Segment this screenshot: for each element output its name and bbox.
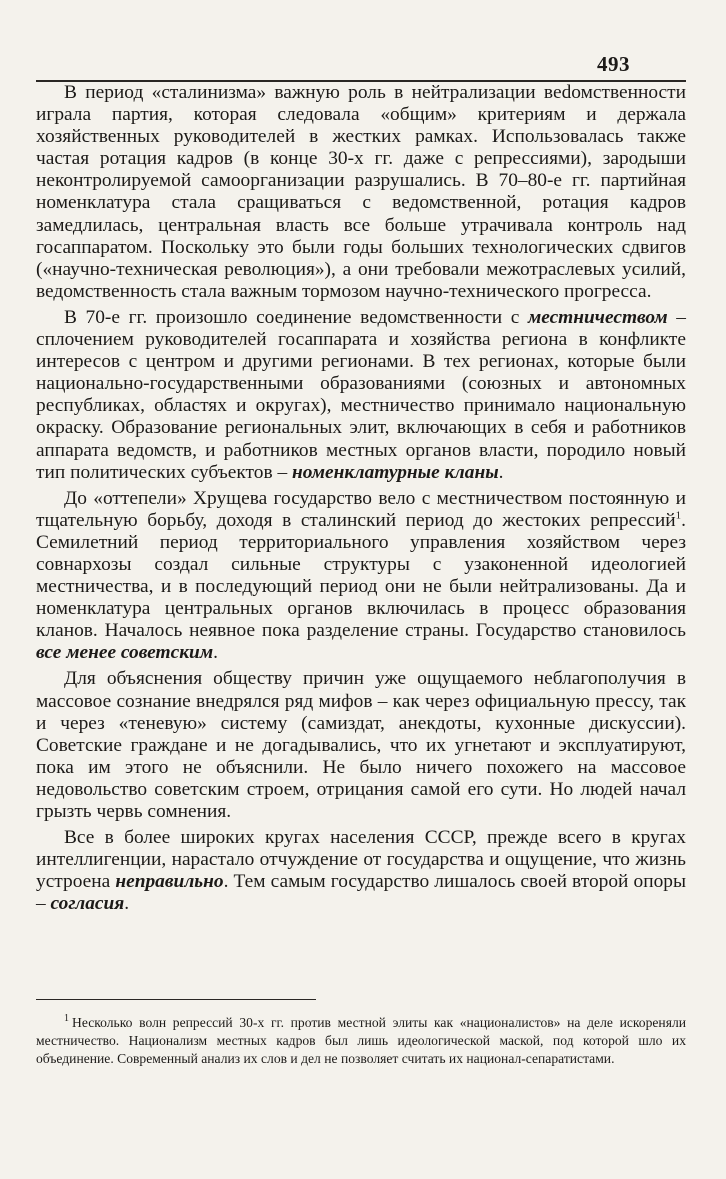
paragraph-2-text-end: .: [498, 461, 504, 483]
paragraph-2: [36, 307, 686, 484]
term-mestnichestvo: местничеством: [527, 306, 668, 328]
footnote-mark: 1: [64, 1013, 69, 1025]
paragraph-2-text-middle: – сплочением руководителей госаппарата и хозяйства региона в конфликте интересов с центром и другими регионами. В тех регионах, которые были национально-государственными образованиями (союзных и автономных республиках, областях и округах), местничество принимало национальную окраску. Образование региональных элит, включающих в себя и работников аппарата ведомств, и работников местных органов власти, породило новый тип политических субъектов –: [36, 306, 686, 483]
paragraph-5: [36, 827, 686, 915]
main-text: [36, 82, 686, 919]
paragraph-3-text-end: .: [213, 642, 218, 664]
footnote: [36, 1014, 686, 1069]
paragraph-5-text-end: .: [124, 893, 130, 915]
paragraph-3-text-start: До «оттепели» Хрущева государство вело с местничеством постоянную и тщательную борьбу, доходя в сталинский период до жестоких репрессий: [36, 487, 686, 531]
paragraph-4: [36, 668, 686, 823]
term-less-soviet: все менее советским: [36, 642, 214, 664]
footnote-rule: [36, 999, 316, 1000]
term-consent: согласия: [50, 893, 125, 915]
paragraph-4-text: Для объяснения обществу причин уже ощущаемого неблагополучия в массовое сознание внедрялся ряд мифов – как через официальную прессу, так и через «теневую» систему (самиздат, анекдоты, кухонные дискуссии). Советские граждане и не догадывались, что их угнетают и эксплуатируют, пока им этого не объяснили. Не было ничего похожего на массовое недовольство советским строем, отрицания самой его сути. Но людей начал грызть червь сомнения.: [36, 668, 686, 822]
page-number: 493: [597, 52, 630, 76]
paragraph-5-text-middle: . Тем самым государство лишалось своей второй опоры –: [36, 871, 686, 915]
paragraph-3-text-middle: . Семилетний период территориального управления хозяйством через совнархозы создал сильные структуры с узаконенной идеологией местничества, и в последующий период они не были нейтрализованы. Да и номенклатура центральных органов включилась в процесс образования кланов. Началось неявное пока разделение страны. Государство становилось: [36, 509, 686, 642]
paragraph-1: [36, 82, 686, 303]
paragraph-2-text-start: В 70-е гг. произошло соединение ведомственности с: [64, 306, 528, 328]
term-wrongly: неправильно: [115, 871, 224, 893]
term-nomenklatura-clans: номенклатурные кланы: [292, 461, 499, 483]
paragraph-1-text: В период «сталинизма» важную роль в нейтрализации веdомственности играла партия, которая следовала «общим» критериям и держала хозяйственных руководителей в жестких рамках. Использовалась также частая ротация кадров (в конце 30-х гг. даже с репрессиями), зародыши неконтролируемой самоорганизации разрушались. В 70–80-е гг. партийная номенклатура стала сращиваться с ведомственной, ротация кадров замедлилась, центральная власть все больше утрачивала контроль над госаппаратом. Поскольку это были годы больших технологических сдвигов («научно-техническая революция»), а они требовали межотраслевых усилий, ведомственность стала важным тормозом научно-технического прогресса.: [36, 82, 686, 302]
footnote-reference[interactable]: 1: [675, 509, 682, 522]
paragraph-3: [36, 488, 686, 665]
footnote-text: Несколько волн репрессий 30-х гг. против местной элиты как «националистов» на деле искореняли местничество. Национализм местных кадров был лишь идеологической маской, под которой шло их объединение. Современный анализ их слов и дел не позволяет считать их национал-сепаратистами.: [36, 1015, 686, 1067]
paragraph-5-text-start: Все в более широких кругах населения СССР, прежде всего в кругах интеллигенции, нарастало отчуждение от государства и ощущение, что жизнь устроена: [36, 827, 686, 893]
